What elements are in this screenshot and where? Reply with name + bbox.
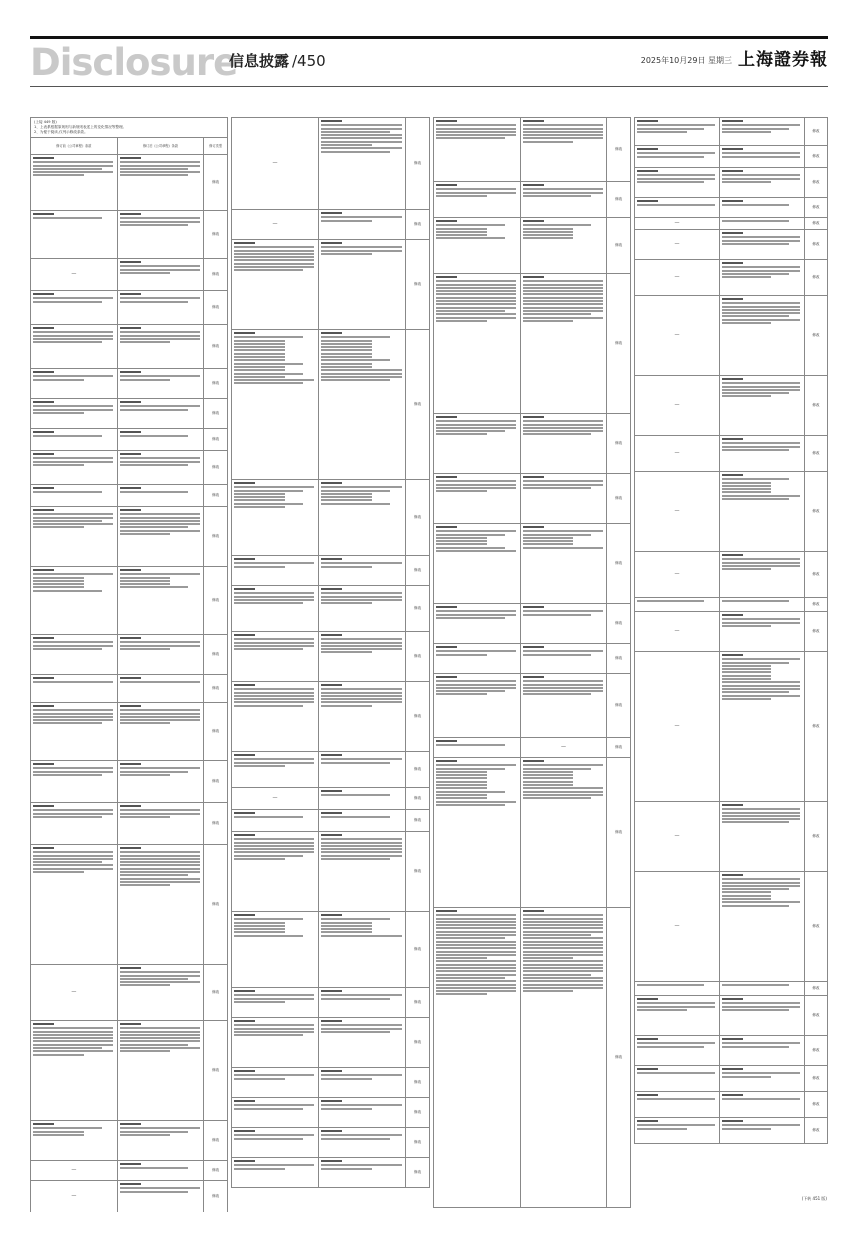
table-row xyxy=(31,675,228,703)
flag-cell: 修改 xyxy=(204,291,228,325)
blank-cell: — xyxy=(71,271,77,278)
flag-cell: 修改 xyxy=(204,965,228,1021)
intro-line: 2、为便于阅读,仅列示修改条款。 xyxy=(34,130,88,134)
table-row xyxy=(31,507,228,567)
table-row xyxy=(232,912,430,988)
table-row xyxy=(232,988,430,1018)
table-row xyxy=(31,485,228,507)
blank-cell: — xyxy=(674,923,680,930)
table-row xyxy=(635,230,828,260)
flag-cell: 修改 xyxy=(804,260,827,296)
flag-cell: 修改 xyxy=(607,908,631,1208)
table-row xyxy=(232,810,430,832)
table-row xyxy=(31,155,228,211)
table-row xyxy=(232,1158,430,1188)
table-row xyxy=(31,1161,228,1181)
table-row xyxy=(232,632,430,682)
newspaper-name: 上海證券報 xyxy=(738,50,828,70)
flag-cell: 修改 xyxy=(204,369,228,399)
flag-cell: 修改 xyxy=(204,1181,228,1213)
blank-cell: — xyxy=(272,795,278,802)
table-row xyxy=(434,604,631,644)
table-row xyxy=(31,803,228,845)
flag-cell: 修改 xyxy=(204,429,228,451)
flag-cell: 修改 xyxy=(804,1066,827,1092)
blank-cell: — xyxy=(674,628,680,635)
blank-cell: — xyxy=(561,744,566,751)
flag-cell: 修改 xyxy=(607,758,631,908)
flag-cell: 修改 xyxy=(204,399,228,429)
flag-cell: 修改 xyxy=(406,752,430,788)
column-4 xyxy=(634,117,828,1212)
blank-cell: — xyxy=(674,274,680,281)
flag-cell: 修改 xyxy=(204,451,228,485)
flag-cell: 修改 xyxy=(804,168,827,198)
flag-cell: 修改 xyxy=(804,1092,827,1118)
table-row xyxy=(31,1121,228,1161)
blank-cell: — xyxy=(71,989,77,996)
column-3 xyxy=(433,117,631,1212)
flag-cell: 修改 xyxy=(804,472,827,552)
table-row xyxy=(635,802,828,872)
table-row xyxy=(635,598,828,612)
masthead xyxy=(30,41,828,84)
blank-cell: — xyxy=(272,221,278,228)
table-row xyxy=(635,118,828,146)
flag-cell: 修改 xyxy=(406,810,430,832)
flag-cell: 修改 xyxy=(804,376,827,436)
flag-cell: 修改 xyxy=(406,912,430,988)
table-row xyxy=(31,259,228,291)
table-row xyxy=(635,1092,828,1118)
disclosure-logo: Disclosure xyxy=(30,41,238,84)
table-row xyxy=(232,1128,430,1158)
table-row xyxy=(31,291,228,325)
flag-cell: 修改 xyxy=(204,1121,228,1161)
flag-cell: 修改 xyxy=(204,761,228,803)
table-row xyxy=(635,1118,828,1144)
flag-cell: 修改 xyxy=(406,1158,430,1188)
table-row xyxy=(635,872,828,982)
flag-cell: 修改 xyxy=(607,118,631,182)
column-1 xyxy=(30,117,228,1212)
flag-cell: 修改 xyxy=(204,1021,228,1121)
table-row xyxy=(232,788,430,810)
flag-cell: 修改 xyxy=(804,612,827,652)
table-row xyxy=(232,1018,430,1068)
flag-cell: 修改 xyxy=(804,218,827,230)
table-row xyxy=(434,474,631,524)
table-row xyxy=(31,369,228,399)
table-row xyxy=(434,524,631,604)
table-row xyxy=(31,429,228,451)
flag-cell: 修改 xyxy=(204,325,228,369)
amendment-table-area xyxy=(30,117,828,1212)
header-old-clause: 修订前《公司章程》条款 xyxy=(31,138,118,155)
flag-cell: 修改 xyxy=(406,1068,430,1098)
table-row xyxy=(31,761,228,803)
table-row xyxy=(31,567,228,635)
table-row xyxy=(635,982,828,996)
flag-cell: 修改 xyxy=(204,675,228,703)
table-row xyxy=(434,182,631,218)
flag-cell: 修改 xyxy=(406,988,430,1018)
continued-note: (下转 451 版) xyxy=(801,1196,827,1201)
table-row xyxy=(434,644,631,674)
table-row xyxy=(232,556,430,586)
table-row xyxy=(635,198,828,218)
flag-cell: 修改 xyxy=(607,414,631,474)
table-row xyxy=(635,1036,828,1066)
flag-cell: 修改 xyxy=(406,632,430,682)
table-row xyxy=(31,845,228,965)
table-row xyxy=(635,436,828,472)
table-row xyxy=(635,552,828,598)
table-row xyxy=(31,325,228,369)
flag-cell: 修改 xyxy=(607,274,631,414)
amendment-table-4 xyxy=(634,117,828,1144)
flag-cell: 修改 xyxy=(406,118,430,210)
table-row xyxy=(232,240,430,330)
table-row xyxy=(232,118,430,210)
flag-cell: 修改 xyxy=(804,872,827,982)
page-number: /450 xyxy=(292,52,326,70)
flag-cell: 修改 xyxy=(406,586,430,632)
flag-cell: 修改 xyxy=(204,485,228,507)
table-row xyxy=(31,965,228,1021)
flag-cell: 修改 xyxy=(804,230,827,260)
table-row xyxy=(232,480,430,556)
blank-cell: — xyxy=(674,241,680,248)
flag-cell: 修改 xyxy=(804,598,827,612)
top-rule xyxy=(30,36,828,39)
flag-cell: 修改 xyxy=(406,556,430,586)
flag-cell: 修改 xyxy=(204,211,228,259)
blank-cell: — xyxy=(71,1167,77,1174)
table-header-row xyxy=(31,138,228,155)
flag-cell: 修改 xyxy=(607,674,631,738)
header-type: 修订类型 xyxy=(204,138,228,155)
intro-block xyxy=(30,117,228,137)
table-row xyxy=(232,832,430,912)
table-row xyxy=(232,210,430,240)
amendment-table-1 xyxy=(30,137,228,1212)
table-row xyxy=(635,472,828,552)
table-row xyxy=(31,635,228,675)
table-row xyxy=(31,1181,228,1213)
publication-date: 2025年10月29日 星期三 xyxy=(640,56,732,65)
flag-cell: 修改 xyxy=(804,1118,827,1144)
flag-cell: 修改 xyxy=(204,845,228,965)
blank-cell: — xyxy=(71,1193,77,1200)
table-row xyxy=(635,996,828,1036)
flag-cell: 修改 xyxy=(406,788,430,810)
flag-cell: 修改 xyxy=(406,210,430,240)
blank-cell: — xyxy=(674,402,680,409)
table-row xyxy=(635,1066,828,1092)
flag-cell: 修改 xyxy=(804,296,827,376)
flag-cell: 修改 xyxy=(607,474,631,524)
flag-cell: 修改 xyxy=(406,1128,430,1158)
table-row xyxy=(635,376,828,436)
blank-cell: — xyxy=(272,160,278,167)
flag-cell: 修改 xyxy=(804,1036,827,1066)
flag-cell: 修改 xyxy=(607,218,631,274)
table-row xyxy=(232,1068,430,1098)
table-row xyxy=(31,399,228,429)
flag-cell: 修改 xyxy=(406,240,430,330)
header-new-clause: 修订后《公司章程》条款 xyxy=(117,138,204,155)
table-row xyxy=(31,211,228,259)
table-row xyxy=(635,296,828,376)
table-row xyxy=(232,330,430,480)
table-row xyxy=(434,118,631,182)
flag-cell: 修改 xyxy=(204,507,228,567)
blank-cell: — xyxy=(674,508,680,515)
column-2 xyxy=(231,117,430,1212)
flag-cell: 修改 xyxy=(204,259,228,291)
table-row xyxy=(434,414,631,474)
flag-cell: 修改 xyxy=(204,703,228,761)
flag-cell: 修改 xyxy=(804,436,827,472)
flag-cell: 修改 xyxy=(204,567,228,635)
flag-cell: 修改 xyxy=(406,832,430,912)
flag-cell: 修改 xyxy=(406,330,430,480)
table-row xyxy=(434,758,631,908)
flag-cell: 修改 xyxy=(804,552,827,598)
flag-cell: 修改 xyxy=(406,1018,430,1068)
flag-cell: 修改 xyxy=(204,155,228,211)
table-row xyxy=(232,752,430,788)
table-row xyxy=(434,274,631,414)
flag-cell: 修改 xyxy=(204,803,228,845)
table-row xyxy=(434,908,631,1208)
blank-cell: — xyxy=(674,571,680,578)
amendment-table-3 xyxy=(433,117,631,1208)
flag-cell: 修改 xyxy=(804,802,827,872)
blank-cell: — xyxy=(674,833,680,840)
table-row xyxy=(635,652,828,802)
flag-cell: 修改 xyxy=(804,198,827,218)
table-row xyxy=(635,612,828,652)
flag-cell: 修改 xyxy=(204,635,228,675)
flag-cell: 修改 xyxy=(804,146,827,168)
blank-cell: — xyxy=(674,332,680,339)
table-row xyxy=(31,1021,228,1121)
table-row xyxy=(635,146,828,168)
header-rule xyxy=(30,86,828,87)
flag-cell: 修改 xyxy=(607,604,631,644)
table-row xyxy=(434,674,631,738)
intro-line: 1、上表系根据原规则与新规则表述上的变化情况等整理。 xyxy=(34,125,127,129)
blank-cell: — xyxy=(674,450,680,457)
table-row xyxy=(434,738,631,758)
flag-cell: 修改 xyxy=(804,996,827,1036)
amendment-table-2 xyxy=(231,117,430,1188)
flag-cell: 修改 xyxy=(804,118,827,146)
table-row xyxy=(31,451,228,485)
table-row xyxy=(232,1098,430,1128)
table-row xyxy=(232,586,430,632)
flag-cell: 修改 xyxy=(406,1098,430,1128)
section-title: 信息披露 xyxy=(229,52,290,70)
flag-cell: 修改 xyxy=(204,1161,228,1181)
flag-cell: 修改 xyxy=(607,524,631,604)
table-row xyxy=(434,218,631,274)
table-row xyxy=(31,703,228,761)
blank-cell: — xyxy=(674,220,680,227)
flag-cell: 修改 xyxy=(607,738,631,758)
table-row xyxy=(635,218,828,230)
flag-cell: 修改 xyxy=(406,682,430,752)
flag-cell: 修改 xyxy=(406,480,430,556)
flag-cell: 修改 xyxy=(804,982,827,996)
flag-cell: 修改 xyxy=(607,644,631,674)
table-row xyxy=(232,682,430,752)
flag-cell: 修改 xyxy=(607,182,631,218)
intro-lead: (上接 449 版) xyxy=(34,120,57,124)
blank-cell: — xyxy=(674,723,680,730)
flag-cell: 修改 xyxy=(804,652,827,802)
table-row xyxy=(635,260,828,296)
table-row xyxy=(635,168,828,198)
